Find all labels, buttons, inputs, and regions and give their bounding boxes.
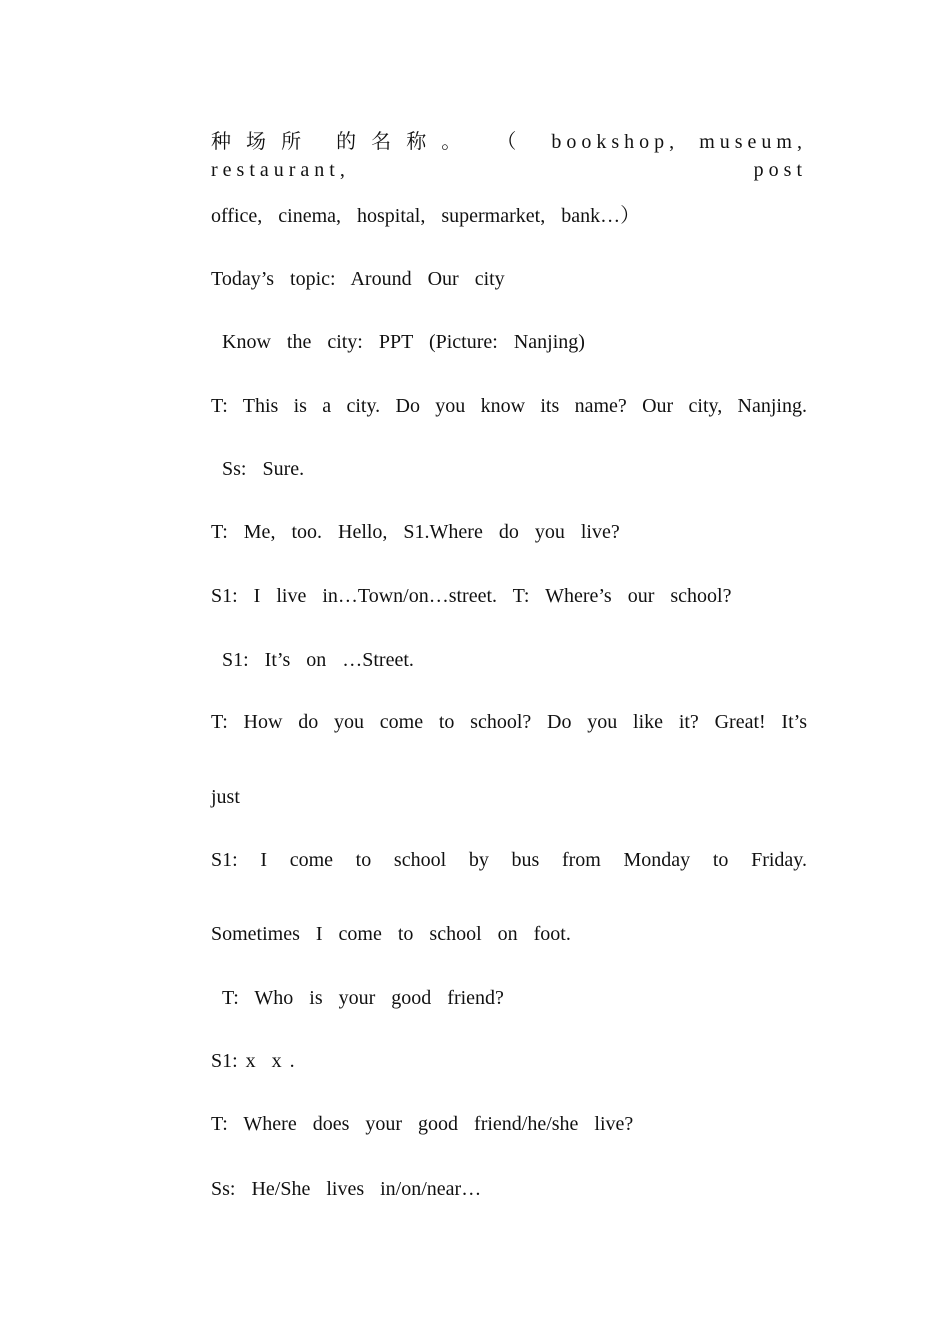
text-line: Ss: Sure. [222, 458, 305, 480]
text-line: S1: x x . [211, 1050, 295, 1072]
text-line: T: Where does your good friend/he/she live? [211, 1113, 634, 1135]
text-line: Sometimes I come to school on foot. [211, 923, 571, 945]
text-line: Know the city: PPT (Picture: Nanjing) [222, 331, 585, 353]
text-line: T: Who is your good friend? [222, 987, 504, 1009]
text-line: office, cinema, hospital, supermarket, bank…） [211, 205, 641, 227]
text-line: 种场所 的名称。 （ bookshop, museum, restaurant, post [211, 131, 807, 181]
text-line: T: This is a city. Do you know its name? Our city, Nanjing. [211, 395, 807, 417]
text-line: S1: I live in…Town/on…street. T: Where’s our school? [211, 585, 732, 607]
text-line: just [211, 786, 240, 808]
text-line: S1: It’s on …Street. [222, 649, 414, 671]
text-line: Ss: He/She lives in/on/near… [211, 1178, 482, 1200]
text-line: T: Me, too. Hello, S1.Where do you live? [211, 521, 620, 543]
text-line: S1: I come to school by bus from Monday to Friday. [211, 849, 807, 871]
text-line: Today’s topic: Around Our city [211, 268, 505, 290]
text-line: T: How do you come to school? Do you like it? Great! It’s [211, 711, 807, 733]
